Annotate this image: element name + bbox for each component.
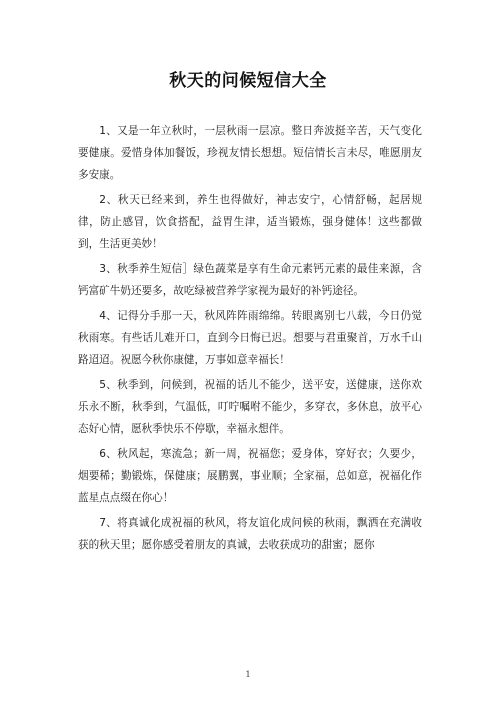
- paragraph-4: 4、记得分手那一天，秋风阵阵雨绵绵。转眼离别七八载，今日仍觉秋雨寒。有些话儿难开口，直到今日悔已迟。想要与君重聚首，万水千山路迢迢。祝愿今秋你康健，万事如意幸福长！: [78, 310, 422, 367]
- paragraph-7: 7、将真诚化成祝福的秋风，将友谊化成问候的秋雨，飘洒在充满收获的秋天里；愿你感受着朋友的真诚，去收获成功的甜蜜；愿你: [78, 517, 422, 552]
- paragraph-6: 6、秋风起，寒流急；新一周，祝福您；爱身体，穿好衣；久要少，烟要稀；勤锻炼，保健康；展鹏翼，事业顺；全家福，总如意，祝福化作蓝星点点缀在你心！: [78, 448, 422, 505]
- paragraph-3: 3、秋季养生短信］绿色蔬菜是享有生命元素钙元素的最佳来源，含钙富矿牛奶还要多，故吃绿被营养学家视为最好的补钙途径。: [78, 263, 422, 298]
- paragraph-1: 1、又是一年立秋时，一层秋雨一层凉。整日奔波挺辛苦，天气变化要健康。爱惜身体加餐饭，珍视友情长想想。短信情长言未尽，唯愿朋友多安康。: [78, 125, 422, 182]
- page-number: 1: [245, 670, 251, 679]
- paragraph-2: 2、秋天已经来到，养生也得做好，神志安宁，心情舒畅，起居规律，防止感冒，饮食搭配，益胃生津，适当锻炼，强身健体！这些都做到，生活更美妙！: [78, 194, 422, 251]
- document-title: 秋天的问候短信大全: [169, 71, 327, 91]
- paragraph-5: 5、秋季到，问候到，祝福的话儿不能少，送平安，送健康，送你欢乐永不断，秋季到，气温低，叮咛嘱咐不能少，多穿衣，多休息，放平心态好心情，愿秋季快乐不停歇，幸福永想伴。: [78, 379, 422, 436]
- document-body: [78, 120, 422, 559]
